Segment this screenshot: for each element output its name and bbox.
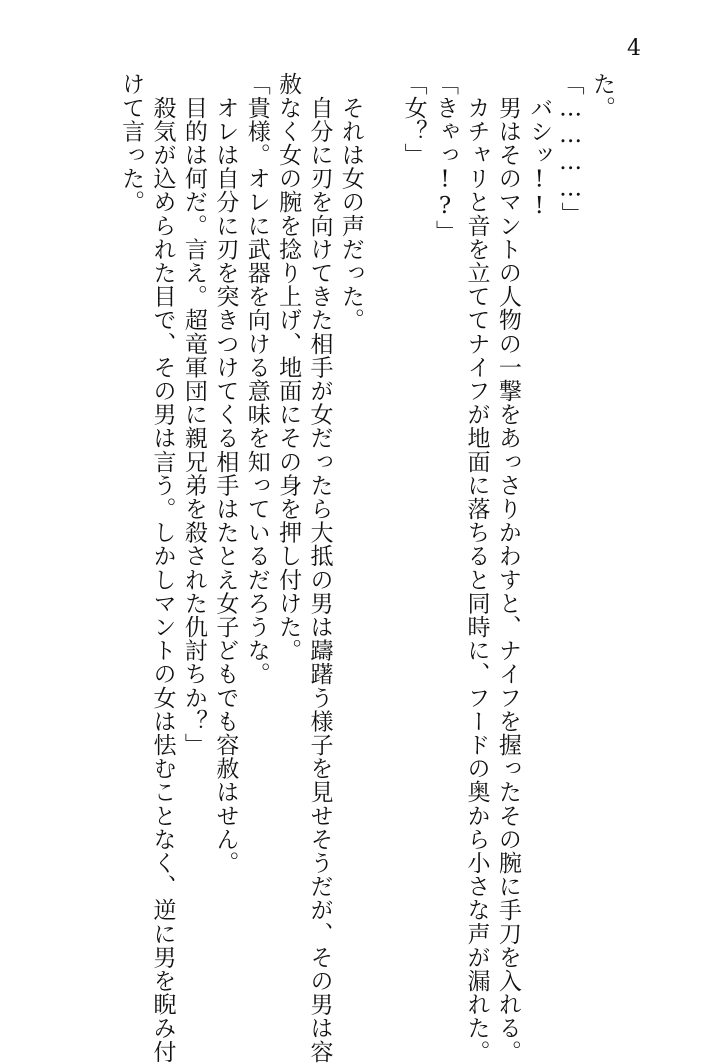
text-line: 自分に刃を向けてきた相手が女だったら大抵の男は躊躇う様子を見せそうだが、その男は容 xyxy=(306,72,333,1063)
text-line: 男はそのマントの人物の一撃をあっさりかわすと、ナイフを握ったその腕に手刀を入れる。 xyxy=(494,72,521,1063)
text-line: けて言った。 xyxy=(118,72,145,214)
text-line: 目的は何だ。言え。超竜軍団に親兄弟を殺された仇討ちか？」 xyxy=(180,72,207,757)
vertical-text-body xyxy=(115,72,617,1063)
text-line: 殺気が込められた目で、その男は言う。しかしマントの女は怯むことなく、逆に男を睨み付 xyxy=(149,72,176,1063)
text-line: 「きゃっ!?」 xyxy=(432,72,459,244)
page-number: 4 xyxy=(627,36,641,61)
text-line: 「…………」 xyxy=(557,72,584,226)
text-line: オレは自分に刃を突きつけてくる相手はたとえ女子どもでも容赦はせん。 xyxy=(212,72,239,875)
text-line: それは女の声だった。 xyxy=(337,72,364,332)
text-line: た。 xyxy=(589,72,615,120)
text-line: バシッ!! xyxy=(526,72,553,220)
text-line: 赦なく女の腕を捻り上げ、地面にその身を押し付けた。 xyxy=(275,72,302,662)
text-line: カチャリと音を立ててナイフが地面に落ちると同時に、フードの奥から小さな声が漏れた。 xyxy=(463,72,490,1063)
text-line: 「女？」 xyxy=(400,72,427,167)
blank-line xyxy=(366,72,397,980)
text-line: 「貴様。オレに武器を向ける意味を知っているだろうな。 xyxy=(243,72,270,686)
